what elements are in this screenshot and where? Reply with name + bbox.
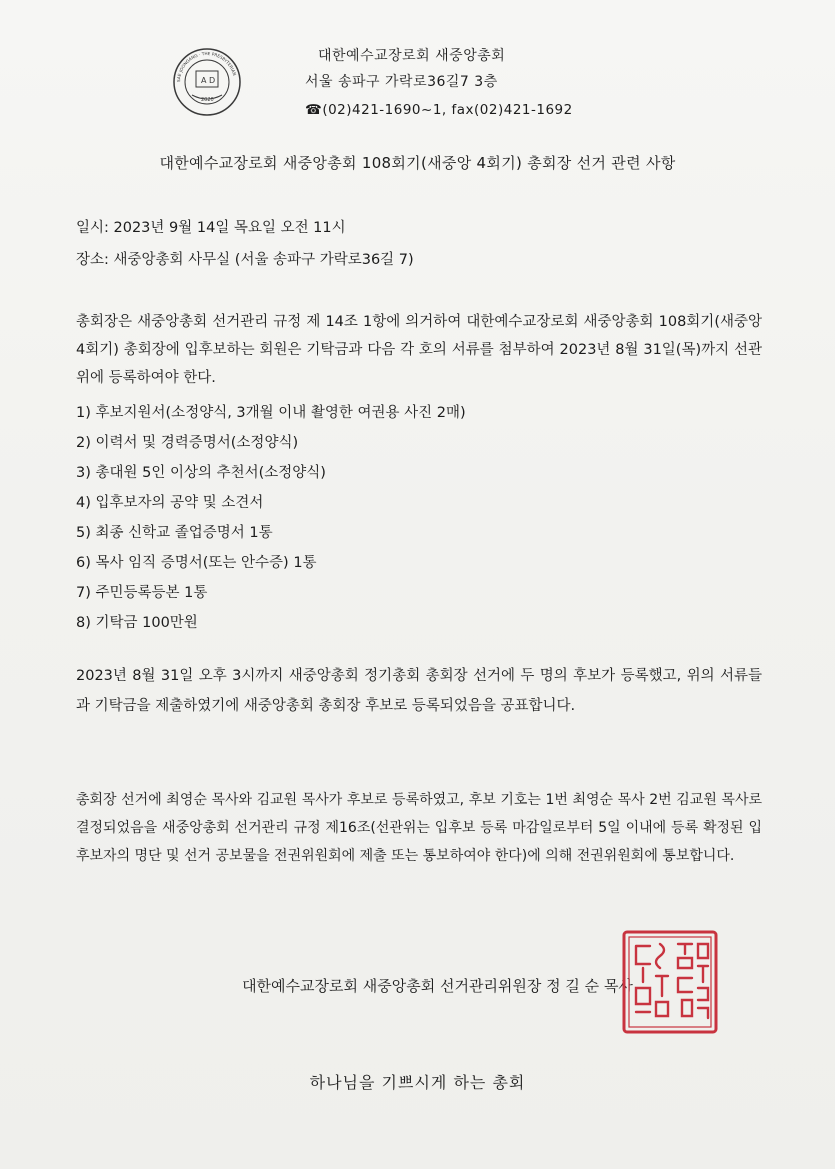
list-item: 8) 기탁금 100만원 — [76, 615, 198, 631]
document-title: 대한예수교장로회 새중앙총회 108회기(새중앙 4회기) 총회장 선거 관련 사항 — [159, 154, 676, 172]
list-item: 7) 주민등록등본 1통 — [76, 585, 208, 601]
intro-paragraph: 총회장은 새중앙총회 선거관리 규정 제 14조 1항에 의거하여 대한예수교장로회 새중앙총회 108회기(새중앙 4회기) 총회장에 입후보하는 회원은 기탁금과 다음 각 호의 서류를 첨부하여 2023년 8월 31일(목)까지 선관위에 등록하여야 한다. — [76, 314, 762, 386]
list-item: 1) 후보지원서(소정양식, 3개월 이내 촬영한 여권용 사진 2매) — [76, 405, 466, 421]
meeting-date: 일시: 2023년 9월 14일 목요일 오전 11시 — [76, 220, 346, 236]
svg-text:A: A — [201, 76, 207, 85]
official-stamp — [620, 928, 720, 1036]
notice-paragraph: 총회장 선거에 최영순 목사와 김교원 목사가 후보로 등록하였고, 후보 기호는 1번 최영순 목사 2번 김교원 목사로 결정되었음을 새중앙총회 선거관리 규정 제16조(선관위는 입후보 등록 마감일로부터 5일 이내에 등록 확정된 입후보자의 명단 및 선거 공보물을 전권위원회에 제출 또는 통보하여야 한다)에 의해 전권위원회에 통보합니다. — [76, 792, 762, 864]
assembly-seal-logo — [172, 47, 242, 117]
signature-line: 대한예수교장로회 새중앙총회 선거관리위원장 정 길 순 목사 — [242, 977, 633, 995]
requirements-list — [76, 398, 466, 638]
svg-text:D: D — [209, 76, 216, 85]
list-item: 4) 입후보자의 공약 및 소견서 — [76, 495, 264, 511]
svg-text:SAE JOONGANG · THE PRESBYTERIA: SAE JOONGANG · THE PRESBYTERIAN — [175, 50, 238, 83]
meeting-place: 장소: 새중앙총회 사무실 (서울 송파구 가락로36길 7) — [76, 252, 414, 268]
list-item: 6) 목사 임직 증명서(또는 안수증) 1통 — [76, 555, 317, 571]
org-address: 서울 송파구 가락로36길7 3층 — [305, 74, 498, 90]
list-item: 3) 총대원 5인 이상의 추천서(소정양식) — [76, 465, 326, 481]
list-item: 5) 최종 신학교 졸업증명서 1통 — [76, 525, 273, 541]
svg-text:2020: 2020 — [201, 97, 214, 103]
list-item: 2) 이력서 및 경력증명서(소정양식) — [76, 435, 299, 451]
announcement-paragraph: 2023년 8월 31일 오후 3시까지 새중앙총회 정기총회 총회장 선거에 두 명의 후보가 등록했고, 위의 서류들과 기탁금을 제출하였기에 새중앙총회 총회장 후보로 등록되었음을 공표합니다. — [76, 668, 762, 714]
motto: 하나님을 기쁘시게 하는 총회 — [309, 1073, 526, 1092]
org-name: 대한예수교장로회 새중앙총회 — [318, 48, 506, 64]
org-contact: ☎(02)421-1690~1, fax(02)421-1692 — [305, 102, 573, 118]
